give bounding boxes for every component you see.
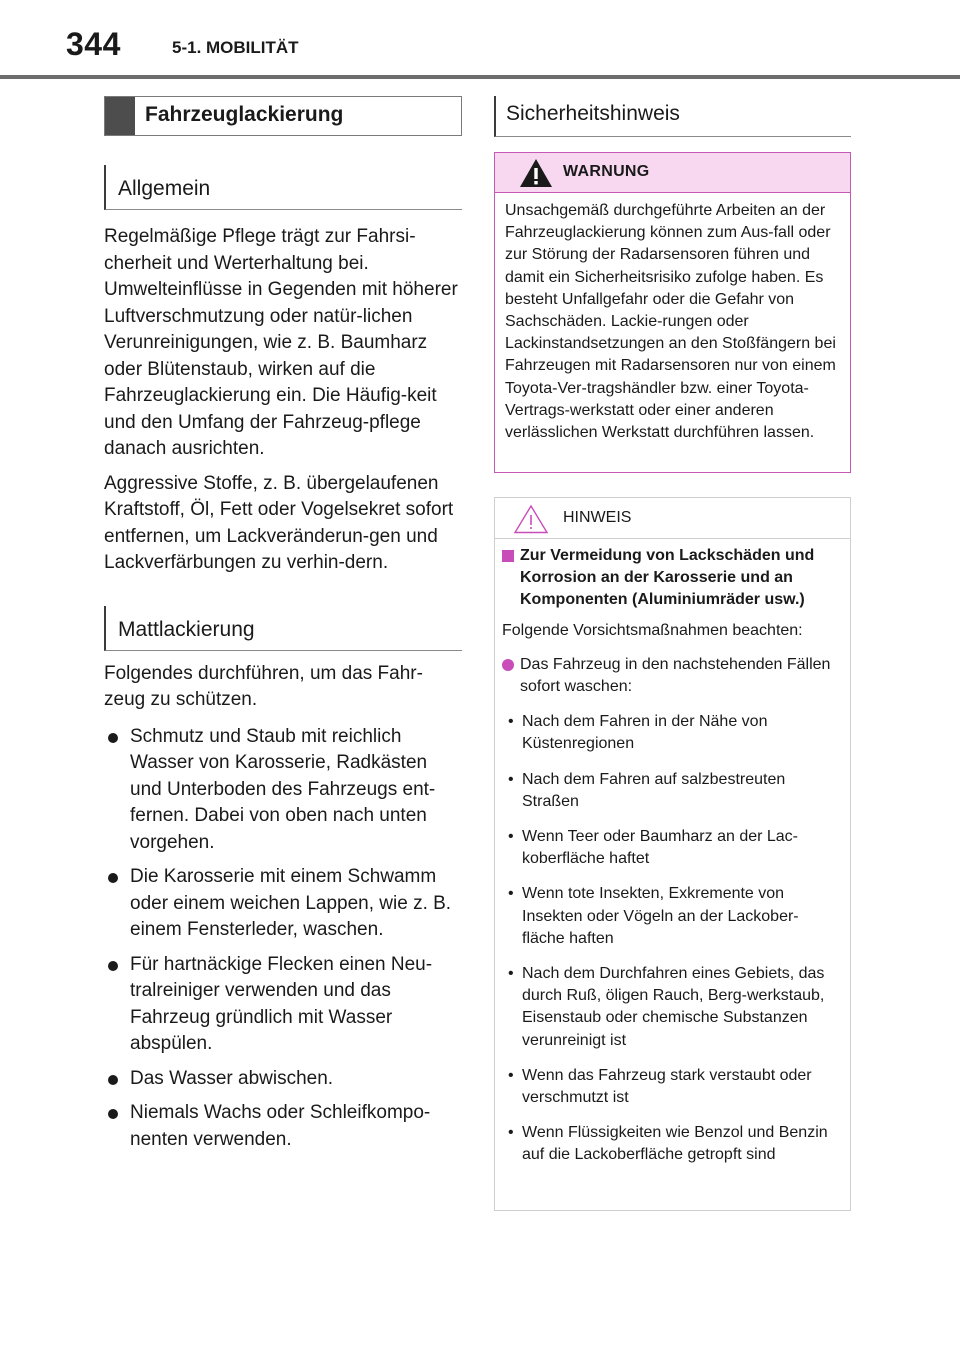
list-item bbox=[104, 724, 462, 857]
bullet-icon: • bbox=[508, 1124, 514, 1142]
bullet-dot-icon bbox=[108, 1075, 118, 1085]
note-label: HINWEIS bbox=[563, 509, 632, 526]
note-list-item bbox=[502, 883, 840, 950]
note-list-item bbox=[502, 1065, 840, 1109]
note-list-item bbox=[502, 769, 840, 813]
list-item bbox=[104, 1066, 462, 1093]
warning-triangle-icon bbox=[519, 158, 553, 188]
note-list-item bbox=[502, 826, 840, 870]
note-heading bbox=[502, 545, 840, 612]
bullet-dot-icon bbox=[108, 1109, 118, 1119]
right-column bbox=[494, 96, 851, 1164]
list-item-text: Die Karosserie mit einem Schwamm oder einem weichen Lappen, wie z. B. einem Fensterleder, waschen. bbox=[130, 866, 452, 940]
subsection-title: Mattlackierung bbox=[118, 617, 255, 641]
note-dot-item-text: Das Fahrzeug in den nachstehenden Fällen sofort waschen: bbox=[520, 655, 831, 696]
list-item bbox=[104, 952, 462, 1058]
list-item-text: Für hartnäckige Flecken einen Neu-tralreiniger verwenden und das Fahrzeug gründlich mit Wasser abspülen. bbox=[130, 953, 433, 1054]
bullet-icon: • bbox=[508, 1066, 514, 1084]
warning-header bbox=[495, 153, 850, 193]
list-item-text: Schmutz und Staub mit reichlich Wasser von Karosserie, Radkästen und Unterboden des Fahrzeugs ent-fernen. Dabei von oben nach unten vorgehen. bbox=[130, 725, 436, 853]
bullet-list bbox=[104, 724, 462, 1154]
section-header-bar bbox=[105, 97, 135, 135]
chapter-title: 5-1. MOBILITÄT bbox=[172, 38, 299, 57]
header-rule bbox=[0, 75, 960, 79]
note-intro: Folgende Vorsichtsmaßnahmen beachten: bbox=[502, 621, 803, 639]
paragraph: Regelmäßige Pflege trägt zur Fahrsi-cherheit und Werterhaltung bei. Umwelteinflüsse in Gegenden mit höherer Luftverschmutzung oder natür-lichen Verunreinigungen, wie z. B. Baumharz oder Blütenstaub, wirken auf die Fahrzeuglackierung ein. Die Häufig-keit und den Umfang der Fahrzeug-pflege danach ausrichten. bbox=[104, 226, 458, 459]
bullet-dot-icon bbox=[108, 733, 118, 743]
list-item-text: Das Wasser abwischen. bbox=[130, 1067, 334, 1089]
left-column bbox=[104, 96, 462, 1161]
square-bullet-icon bbox=[502, 550, 514, 562]
paragraph: Aggressive Stoffe, z. B. übergelaufenen Kraftstoff, Öl, Fett oder Vogelsekret sofort entfernen, um Lackveränderun-gen und Lackverfärbungen zu verhin-dern. bbox=[104, 472, 454, 573]
subsection-header-allgemein bbox=[104, 165, 462, 210]
note-list bbox=[502, 711, 840, 1166]
circle-bullet-icon bbox=[502, 659, 514, 671]
note-box bbox=[494, 497, 851, 1211]
bullet-icon: • bbox=[508, 828, 514, 846]
note-list-item-text: Wenn das Fahrzeug stark verstaubt oder verschmutzt ist bbox=[522, 1066, 812, 1107]
note-body bbox=[495, 539, 850, 1167]
note-list-item bbox=[502, 963, 840, 1052]
note-list-item-text: Nach dem Fahren in der Nähe von Küstenregionen bbox=[522, 713, 768, 753]
bullet-dot-icon bbox=[108, 873, 118, 883]
warning-label: WARNUNG bbox=[563, 163, 650, 180]
note-list-item bbox=[502, 1122, 840, 1166]
page-number: 344 bbox=[66, 26, 121, 62]
bullet-icon: • bbox=[508, 713, 514, 731]
note-heading-text: Zur Vermeidung von Lackschäden und Korrosion an der Karosserie und an Komponenten (Aluminiumräder usw.) bbox=[520, 547, 815, 609]
section-title: Fahrzeuglackierung bbox=[145, 103, 344, 126]
note-list-item-text: Wenn Teer oder Baumharz an der Lac-koberfläche haftet bbox=[522, 828, 799, 868]
bullet-icon: • bbox=[508, 885, 514, 903]
paragraph: Folgendes durchführen, um das Fahr-zeug zu schützen. bbox=[104, 662, 423, 710]
warning-text: Unsachgemäß durchgeführte Arbeiten an der Fahrzeuglackierung können zum Aus-fall oder zur Störung der Radarsensoren führen und damit ein Sicherheitsrisiko zufolge haben. Es besteht Unfallgefahr oder die Gefahr von Sachschäden. Lackie-rungen oder Lackinstandsetzungen an den Stoßfängern bei Fahrzeugen mit Radarsensoren nur von einem Toyota-Ver-tragshändler bzw. einer Toyota-Vertrags-werkstatt oder einer anderen verlässlichen Werkstatt durchführen lassen. bbox=[505, 202, 836, 442]
note-list-item-text: Wenn tote Insekten, Exkremente von Insekten oder Vögeln an der Lackober-fläche haften bbox=[522, 885, 799, 947]
note-list-item bbox=[502, 711, 840, 755]
bullet-dot-icon bbox=[108, 961, 118, 971]
caution-triangle-outline-icon bbox=[513, 504, 549, 534]
subsection-header-mattlackierung bbox=[104, 606, 462, 651]
warning-box bbox=[494, 152, 851, 473]
section-header-fahrzeuglackierung bbox=[104, 96, 462, 136]
bullet-icon: • bbox=[508, 965, 514, 983]
list-item bbox=[104, 864, 462, 944]
section-header-sicherheitshinweis bbox=[494, 96, 851, 137]
note-header bbox=[495, 498, 850, 539]
note-dot-item bbox=[502, 654, 840, 698]
list-item-text: Niemals Wachs oder Schleifkompo-nenten verwenden. bbox=[130, 1102, 431, 1150]
section-title: Sicherheitshinweis bbox=[506, 102, 680, 125]
note-list-item-text: Wenn Flüssigkeiten wie Benzol und Benzin auf die Lackoberfläche getropft sind bbox=[522, 1124, 828, 1164]
note-list-item-text: Nach dem Fahren auf salzbestreuten Straßen bbox=[522, 770, 786, 810]
list-item bbox=[104, 1100, 462, 1153]
note-list-item-text: Nach dem Durchfahren eines Gebiets, das durch Ruß, öligen Rauch, Berg-werkstaub, Eisenstaub oder chemische Substanzen verunreinigt ist bbox=[522, 965, 825, 1049]
subsection-title: Allgemein bbox=[118, 177, 211, 200]
bullet-icon: • bbox=[508, 770, 514, 788]
